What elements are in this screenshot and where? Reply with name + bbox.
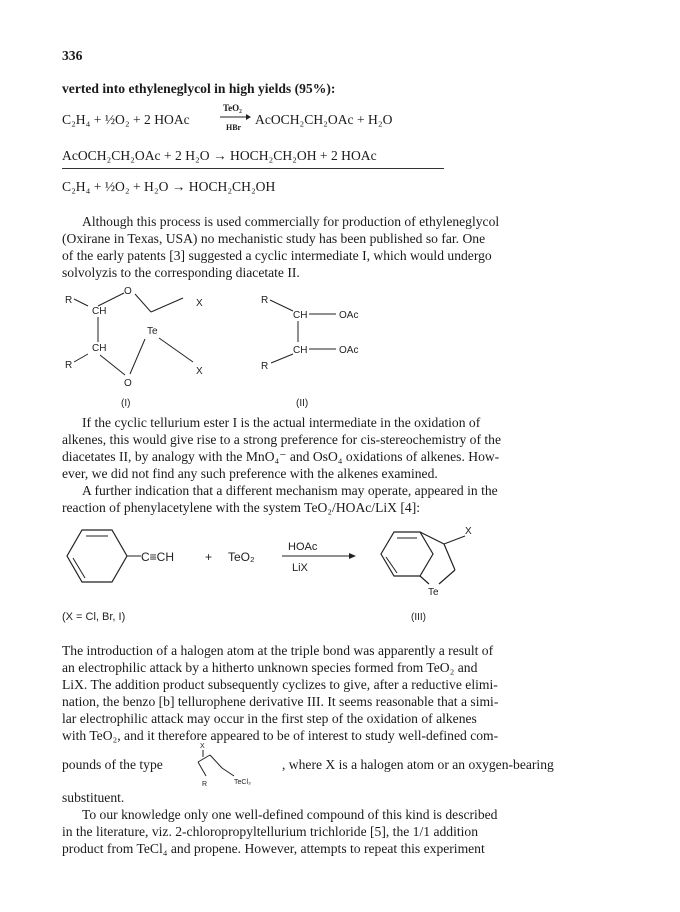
p4-line-4: product from TeCl₄ and propene. However, attempts to repeat this experiment — [62, 841, 485, 856]
halogen-note: (X = Cl, Br, I) — [62, 611, 126, 623]
type-line-before: pounds of the type — [62, 757, 163, 772]
scheme-arrow-bottom: LiX — [292, 562, 308, 574]
product-x-label: X — [465, 526, 472, 537]
struct-i-o-bottom: O — [124, 378, 132, 389]
benzene-ring — [67, 530, 127, 582]
p2-line-1: If the cyclic tellurium ester I is the actual intermediate in the oxidation of — [82, 415, 481, 430]
type-structure-r: R — [202, 781, 208, 788]
struct-ii-r-top: R — [261, 295, 269, 306]
struct-ii-ch-bottom: CH — [293, 345, 308, 356]
type-structure-x: X — [200, 743, 205, 750]
product-te-label: Te — [428, 587, 439, 598]
scheme-arrow-top: HOAc — [288, 541, 318, 553]
p2-line-5: A further indication that a different mechanism may operate, appeared in the — [82, 483, 498, 498]
sum-rule — [62, 168, 444, 169]
structures-i-ii — [55, 282, 415, 412]
p3-line-5: lar electrophilic attack may occur in the first step of the oxidation of alkenes — [62, 711, 477, 726]
struct-ii-ch-top: CH — [293, 310, 308, 321]
p4-line-2: To our knowledge only one well-defined compound of this kind is described — [82, 807, 498, 822]
struct-i-x-top: X — [196, 298, 203, 309]
reaction-1-right: AcOCH₂CH₂OAc + H₂O — [255, 112, 393, 127]
struct-i-r-top: R — [65, 295, 73, 306]
type-line-after: , where X is a halogen atom or an oxygen-bearing — [282, 757, 554, 772]
scheme-phenylacetylene — [55, 520, 615, 630]
reaction-1-cocatalyst: HBr — [226, 123, 242, 132]
struct-i-te: Te — [147, 326, 158, 337]
struct-i-o-top: O — [124, 286, 132, 297]
p1-line-4: solvolyzis to the corresponding diacetate II. — [62, 265, 300, 280]
struct-i-caption: (I) — [121, 398, 131, 409]
reagent-teo2: TeO₂ — [228, 550, 255, 564]
struct-ii-oac-bottom: OAc — [339, 345, 359, 356]
reaction-1-left: C₂H₄ + ½O₂ + 2 HOAc — [62, 112, 190, 127]
benzotellurophene — [381, 526, 472, 598]
p2-line-6: reaction of phenylacetylene with the system TeO₂/HOAc/LiX [4]: — [62, 500, 420, 515]
struct-i-r-bottom: R — [65, 360, 73, 371]
reaction-2: AcOCH₂CH₂OAc + 2 H₂O → HOCH₂CH₂OH + 2 HOAc — [62, 148, 377, 163]
struct-ii-oac-top: OAc — [339, 310, 359, 321]
type-structure — [196, 740, 276, 790]
p2-line-4: ever, we did not find any such preference with the alkenes examined. — [62, 466, 438, 481]
intro-line: verted into ethyleneglycol in high yields (95%): — [62, 81, 336, 96]
alkyne-label: C≡CH — [141, 550, 174, 564]
struct-i-ch-top: CH — [92, 306, 107, 317]
p3-line-3: LiX. The addition product subsequently cyclizes to give, after a reductive elimi- — [62, 677, 498, 692]
p3-line-2: an electrophilic attack by a hitherto unknown species formed from TeO₂ and — [62, 660, 478, 675]
p4-line-1: substituent. — [62, 790, 125, 805]
page-number: 336 — [62, 48, 83, 63]
p3-line-4: nation, the benzo [b] tellurophene derivative III. It seems reasonable that a simi- — [62, 694, 499, 709]
struct-ii-caption: (II) — [296, 398, 309, 409]
structure-ii — [261, 295, 358, 409]
p1-line-2: (Oxirane in Texas, USA) no mechanistic study has been published so far. One — [62, 231, 486, 246]
reaction-1-catalyst: TeO₂ — [223, 103, 242, 113]
type-structure-tecl3: TeCl₃ — [234, 779, 251, 786]
p1-line-3: of the early patents [3] suggested a cyclic intermediate I, which would undergo — [62, 248, 492, 263]
p1-line-1: Although this process is used commercially for production of ethyleneglycol — [82, 214, 500, 229]
structure-i — [65, 286, 203, 409]
struct-ii-r-bottom: R — [261, 361, 269, 372]
struct-i-x-bottom: X — [196, 366, 203, 377]
reaction-1-arrow — [218, 112, 252, 122]
p2-line-2: alkenes, this would give rise to a strong preference for cis-stereochemistry of the — [62, 432, 502, 447]
plus-sign: + — [205, 550, 213, 564]
scheme-caption: (III) — [411, 612, 426, 623]
reaction-3: C₂H₄ + ½O₂ + H₂O → HOCH₂CH₂OH — [62, 179, 276, 194]
p2-line-3: diacetates II, by analogy with the MnO₄⁻ and OsO₄ oxidations of alkenes. How- — [62, 449, 500, 464]
p3-line-6: with TeO₂, and it therefore appeared to be of interest to study well-defined com- — [62, 728, 499, 743]
struct-i-ch-bottom: CH — [92, 343, 107, 354]
p4-line-3: in the literature, viz. 2-chloropropyltellurium trichloride [5], the 1/1 addition — [62, 824, 479, 839]
p3-line-1: The introduction of a halogen atom at the triple bond was apparently a result of — [62, 643, 494, 658]
